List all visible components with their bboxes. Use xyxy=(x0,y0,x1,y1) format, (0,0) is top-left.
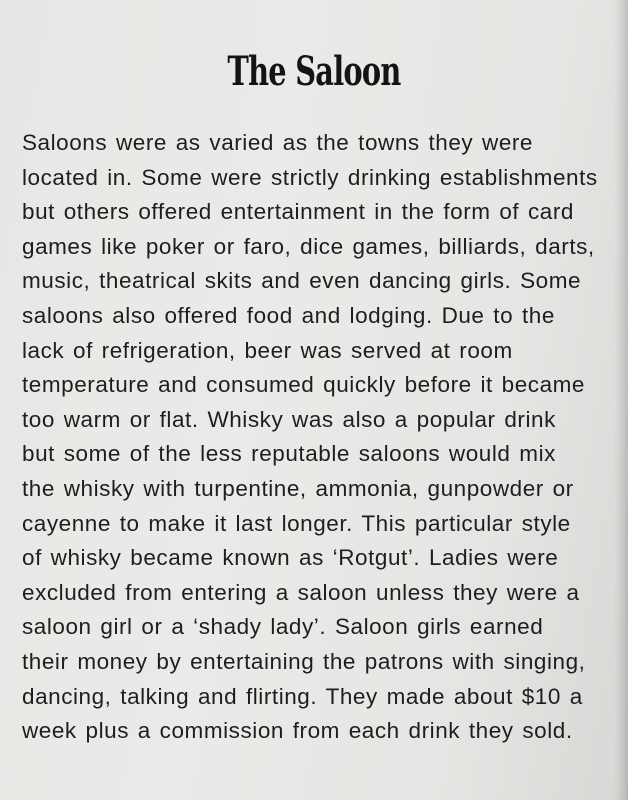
text-line: music, theatrical skits and even dancing girls. Some xyxy=(22,268,582,294)
panel-edge-shadow xyxy=(614,0,628,800)
text-line: their money by entertaining the patrons with singing, xyxy=(22,648,586,674)
text-line: but others offered entertainment in the form of card xyxy=(22,199,574,225)
text-line: located in. Some were strictly drinking establishments xyxy=(22,164,598,190)
text-line: games like poker or faro, dice games, billiards, darts, xyxy=(22,233,595,259)
text-line: cayenne to make it last longer. This particular style xyxy=(22,510,571,536)
text-line: lack of refrigeration, beer was served at room xyxy=(22,337,513,363)
panel-title: The Saloon xyxy=(227,48,401,95)
text-line: temperature and consumed quickly before it became xyxy=(22,372,585,398)
text-line: Saloons were as varied as the towns they were xyxy=(22,130,533,155)
text-line: but some of the less reputable saloons would mix xyxy=(22,441,556,467)
text-line: saloon girl or a ‘shady lady’. Saloon girls earned xyxy=(22,614,544,640)
text-line: of whisky became known as ‘Rotgut’. Ladies were xyxy=(22,545,559,571)
panel-body-text xyxy=(22,126,618,749)
text-line: the whisky with turpentine, ammonia, gunpowder or xyxy=(22,475,574,501)
text-line: excluded from entering a saloon unless they were a xyxy=(22,579,580,605)
text-line: saloons also offered food and lodging. Due to the xyxy=(22,302,555,328)
text-line: dancing, talking and flirting. They made about $10 a xyxy=(22,683,583,709)
text-line: week plus a commission from each drink they sold. xyxy=(22,718,573,744)
text-line: too warm or flat. Whisky was also a popular drink xyxy=(22,406,556,432)
